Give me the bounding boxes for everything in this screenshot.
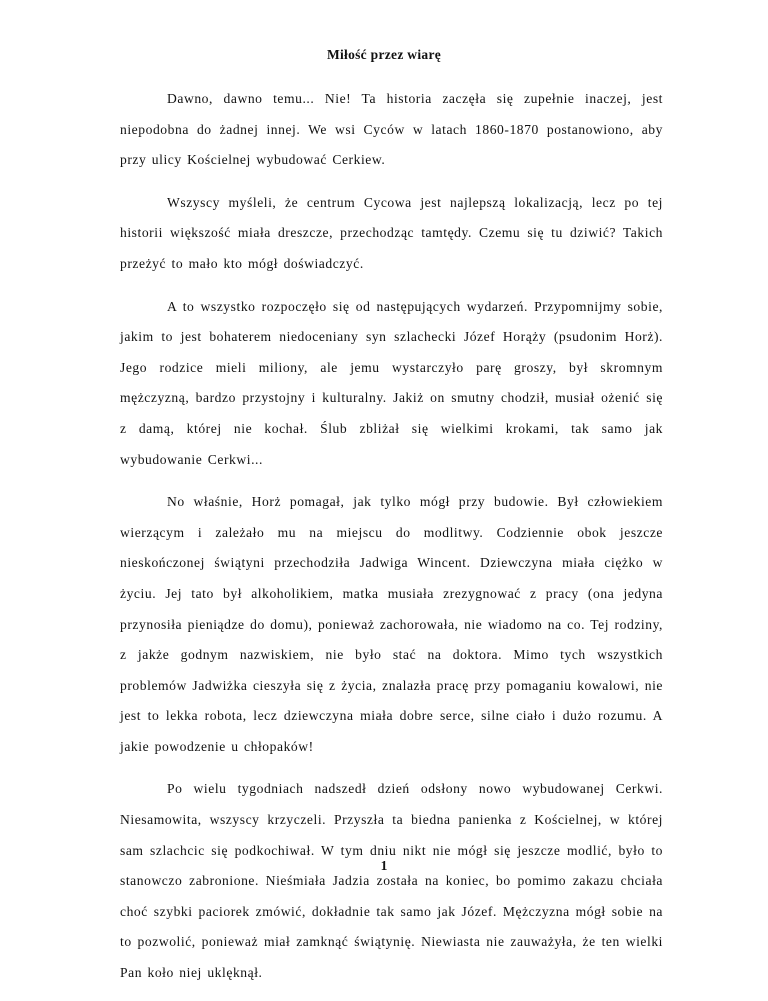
paragraph-3: A to wszystko rozpoczęło się od następujących wydarzeń. Przypomnijmy sobie, jakim to jest bohaterem niedoceniany syn szlachecki Józef Horąży (psudonim Horż). Jego rodzice mieli miliony, ale jemu wystarczyło parę groszy, był skromnym mężczyzną, bardzo przystojny i kulturalny. Jakiż on smutny chodził, musiał ożenić się z damą, której nie kochał. Ślub zbliżał się wielkimi krokami, tak samo jak wybudowanie Cerkwi... — [120, 298, 663, 467]
paragraph-5: Po wielu tygodniach nadszedł dzień odsłony nowo wybudowanej Cerkwi. Niesamowita, wszyscy krzyczeli. Przyszła ta biedna panienka z Kościelnej, w której sam szlachcic się podkochiwał. W tym dniu nikt nie mógł się jeszcze modlić, było to stanowczo zabronione. Nieśmiała Jadzia została na koniec, bo pomimo zakazu chciała choć szybki paciorek zmówić, dokładnie tak samo jak Józef. Mężczyzna mógł sobie na to pozwolić, ponieważ miał zamknąć świątynię. Niewiasta nie zauważyła, że ten wielki Pan koło niej uklęknął. — [120, 781, 663, 981]
page-number: 1 — [380, 858, 388, 873]
paragraph-1: Dawno, dawno temu... Nie! Ta historia zaczęła się zupełnie inaczej, jest niepodobna do żadnej innej. We wsi Cyców w latach 1860-1870 postanowiono, aby przy ulicy Kościelnej wybudować Cerkiew. — [120, 91, 663, 168]
document-title: Miłość przez wiarę — [326, 47, 442, 62]
paragraph-4: No właśnie, Horż pomagał, jak tylko mógł przy budowie. Był człowiekiem wierzącym i zależało mu na miejscu do modlitwy. Codziennie obok jeszcze nieskończonej świątyni przechodziła Jadwiga Wincent. Dziewczyna miała ciężko w życiu. Jej tato był alkoholikiem, matka musiała zrezygnować z pracy (ona jedyna przynosiła pieniądze do domu), ponieważ zachorowała, nie wiadomo na co. Tej rodziny, z jakże godnym nazwiskiem, nie było stać na doktora. Mimo tych wszystkich problemów Jadwiżka cieszyła się z życia, znalazła pracę przy pomaganiu kowalowi, nie jest to lekka robota, lecz dziewczyna miała dobre serce, silne ciało i dużo rozumu. A jakie powodzenie u chłopaków! — [120, 494, 663, 754]
paragraph-2: Wszyscy myśleli, że centrum Cycowa jest najlepszą lokalizacją, lecz po tej historii większość miała dreszcze, przechodząc tamtędy. Czemu się tu dziwić? Takich przeżyć to mało kto mógł doświadczyć. — [120, 194, 663, 271]
